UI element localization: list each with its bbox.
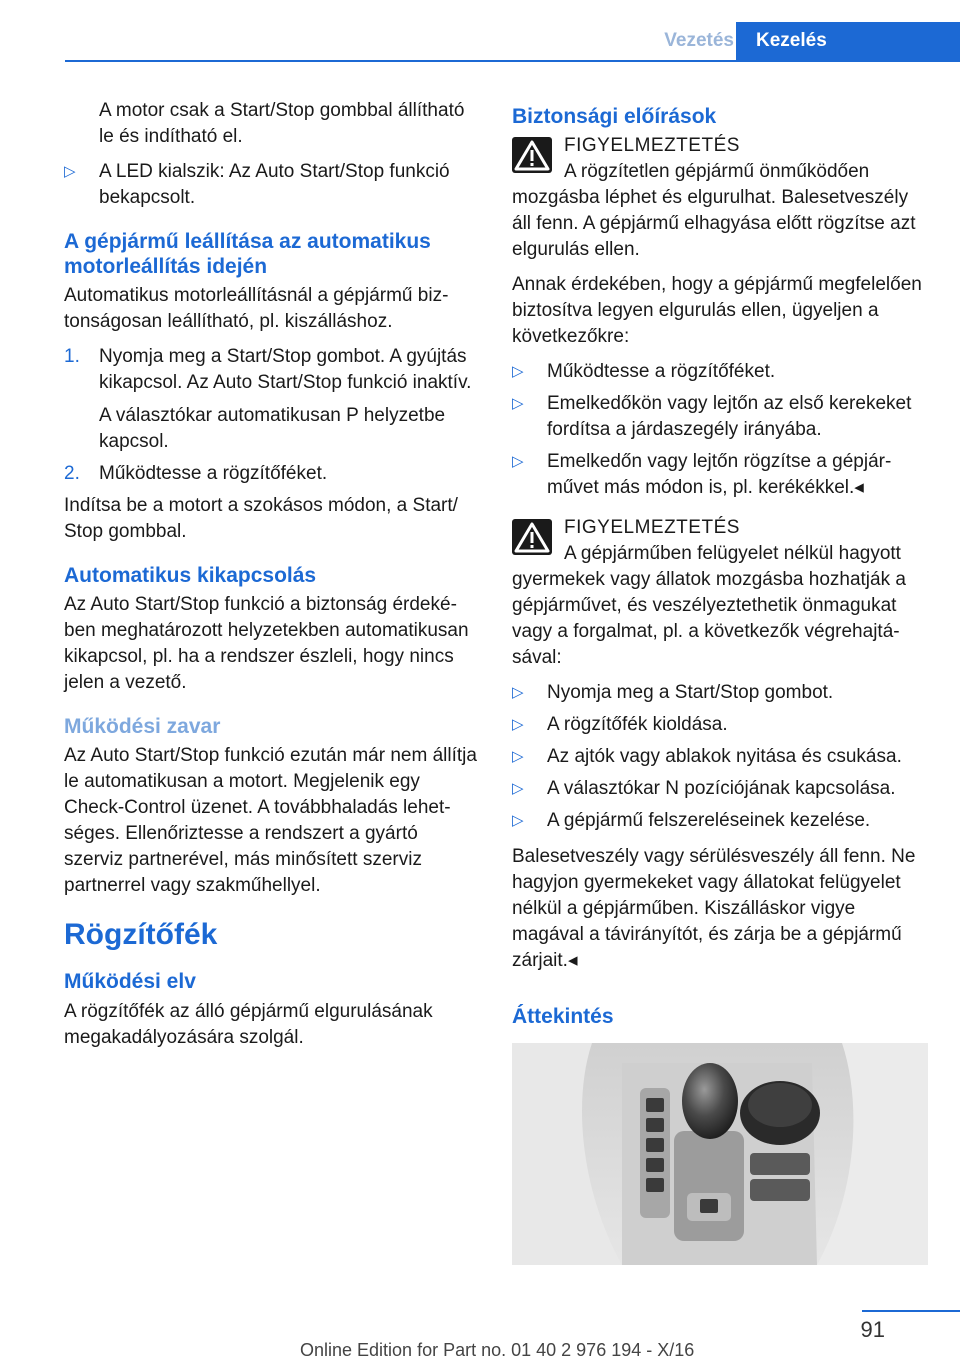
- paragraph-stop: Automatikus motorleállításnál a gépjármű biztonságosan leállítható, pl. kiszálláshoz.: [64, 285, 449, 332]
- warning-block-2: [512, 515, 928, 671]
- step-1: [64, 344, 480, 455]
- list-item-text: A LED kialszik: Az Auto Start/Stop funkció bekapcsolt.: [99, 161, 450, 208]
- heading-principle: Működési elv: [64, 970, 196, 993]
- list-item: [512, 808, 928, 834]
- header-rule: [65, 60, 960, 62]
- paragraph-principle: A rögzítőfék az álló gépjármű elgurulásának megakadályozására szolgál.: [64, 1001, 433, 1048]
- step-text: Működtesse a rögzítőféket.: [99, 463, 328, 484]
- center-console-image: [512, 1043, 928, 1265]
- page-section-title: Rögzítőfék: [64, 918, 218, 951]
- paragraph-danger: Balesetveszély vagy sérülésveszély áll fenn. Ne hagyjon gyermekeket vagy állatokat felügyelet nélkül a gépjárműben. Kiszálláskor vigye magával a távirányítót, és zárja be a gépjármű zárjait.◂: [512, 846, 916, 971]
- triangle-right-icon: ▷: [64, 163, 76, 180]
- right-column: [512, 98, 928, 1265]
- warning-text: gyermekek vagy állatok mozgásba hozhatják a gépjárművet, és veszélyeztethetik önmagukat vagy a forgalmat, pl. a következők végrehajtásával:: [512, 569, 906, 668]
- heading-auto-off: Automatikus kikapcsolás: [64, 564, 317, 587]
- heading-fault: Működési zavar: [64, 715, 221, 738]
- page-header: [0, 0, 960, 62]
- tab-vezetes[interactable]: Vezetés: [664, 30, 734, 51]
- triangle-right-icon: ▷: [512, 812, 524, 829]
- heading-safety: Biztonsági előírások: [512, 105, 717, 128]
- triangle-right-icon: ▷: [512, 748, 524, 765]
- step-number: 1.: [64, 346, 80, 367]
- paragraph-auto-off: Az Auto Start/Stop funkció a biztonság érdekében meghatározott helyzetekben automatikusan kikapcsol, pl. ha a rendszer észleli, hogy nincs jelen a vezető.: [64, 594, 469, 693]
- paragraph-fault: Az Auto Start/Stop funkció ezután már nem állítja le automatikusan a motort. Megjelenik egy Check-Control üzenet. A továbbhaladás lehetséges. Ellenőriztesse a rendszert a gyártó szerviz partnerével, más minősített szerviz partnerrel vagy szakműhellyel.: [64, 745, 477, 896]
- step-extra: A választókar automatikusan P helyzetbe kapcsol.: [99, 405, 446, 452]
- warning-text: mozgásba léphet és elgurulhat. Balesetveszély áll fenn. A gépjármű elhagyása előtt rögzítse azt elgurulás ellen.: [512, 187, 916, 260]
- warning-first-line: A rögzítetlen gépjármű önműködően: [564, 161, 870, 182]
- left-column: [64, 98, 480, 1060]
- list-item: [512, 680, 928, 706]
- warning-title: FIGYELMEZTETÉS: [564, 135, 740, 156]
- step-2: [64, 461, 480, 487]
- list-item: [512, 776, 928, 802]
- triangle-right-icon: ▷: [512, 780, 524, 797]
- triangle-right-icon: ▷: [512, 395, 524, 412]
- triangle-right-icon: ▷: [512, 684, 524, 701]
- warning-icon: [512, 519, 552, 555]
- list-item-text: A választókar N pozíciójának kapcsolása.: [547, 778, 896, 799]
- list-item: [512, 391, 928, 443]
- list-item-led: [64, 159, 480, 211]
- edition-text: Online Edition for Part no. 01 40 2 976 194 - X/16: [300, 1340, 695, 1360]
- list-item-text: A gépjármű felszereléseinek kezelése.: [547, 810, 871, 831]
- step-text: Nyomja meg a Start/Stop gombot. A gyújtás kikapcsol. Az Auto Start/Stop funkció inaktív.: [99, 346, 472, 393]
- heading-overview: Áttekintés: [512, 1005, 614, 1028]
- list-item-text: Működtesse a rögzítőféket.: [547, 361, 776, 382]
- tab-kezeles[interactable]: Kezelés: [736, 22, 960, 60]
- list-item: [512, 712, 928, 738]
- list-item-text: Emelkedőn vagy lejtőn rögzítse a gépjárművet más módon is, pl. kerékékkel.◂: [547, 451, 892, 498]
- paragraph-ensure: Annak érdekében, hogy a gépjármű megfelelően biztosítva legyen elgurulás ellen, ügyeljen a következőkre:: [512, 274, 922, 347]
- warning-icon: [512, 137, 552, 173]
- list-item-text: Az ajtók vagy ablakok nyitása és csukása.: [547, 746, 902, 767]
- list-item: [512, 359, 928, 385]
- page-number: 91: [860, 1317, 885, 1342]
- triangle-right-icon: ▷: [512, 716, 524, 733]
- footer-rule: [862, 1310, 960, 1312]
- heading-stop: A gépjármű leállítása az automatikus motorleállítás idején: [64, 230, 431, 278]
- list-item: [512, 449, 928, 501]
- triangle-right-icon: ▷: [512, 363, 524, 380]
- warning-block-1: [512, 133, 928, 263]
- list-item-text: A rögzítőfék kioldása.: [547, 714, 728, 735]
- paragraph-top: A motor csak a Start/Stop gombbal állítható le és indítható el.: [99, 100, 465, 147]
- step-number: 2.: [64, 463, 80, 484]
- triangle-right-icon: ▷: [512, 453, 524, 470]
- paragraph-start: Indítsa be a motort a szokásos módon, a Start/ Stop gombbal.: [64, 495, 458, 542]
- list-item-text: Emelkedőkön vagy lejtőn az első kerekeket fordítsa a járdaszegély irányába.: [547, 393, 912, 440]
- warning-first-line: A gépjárműben felügyelet nélkül hagyott: [564, 543, 901, 564]
- list-item-text: Nyomja meg a Start/Stop gombot.: [547, 682, 834, 703]
- warning-title: FIGYELMEZTETÉS: [564, 517, 740, 538]
- list-item: [512, 744, 928, 770]
